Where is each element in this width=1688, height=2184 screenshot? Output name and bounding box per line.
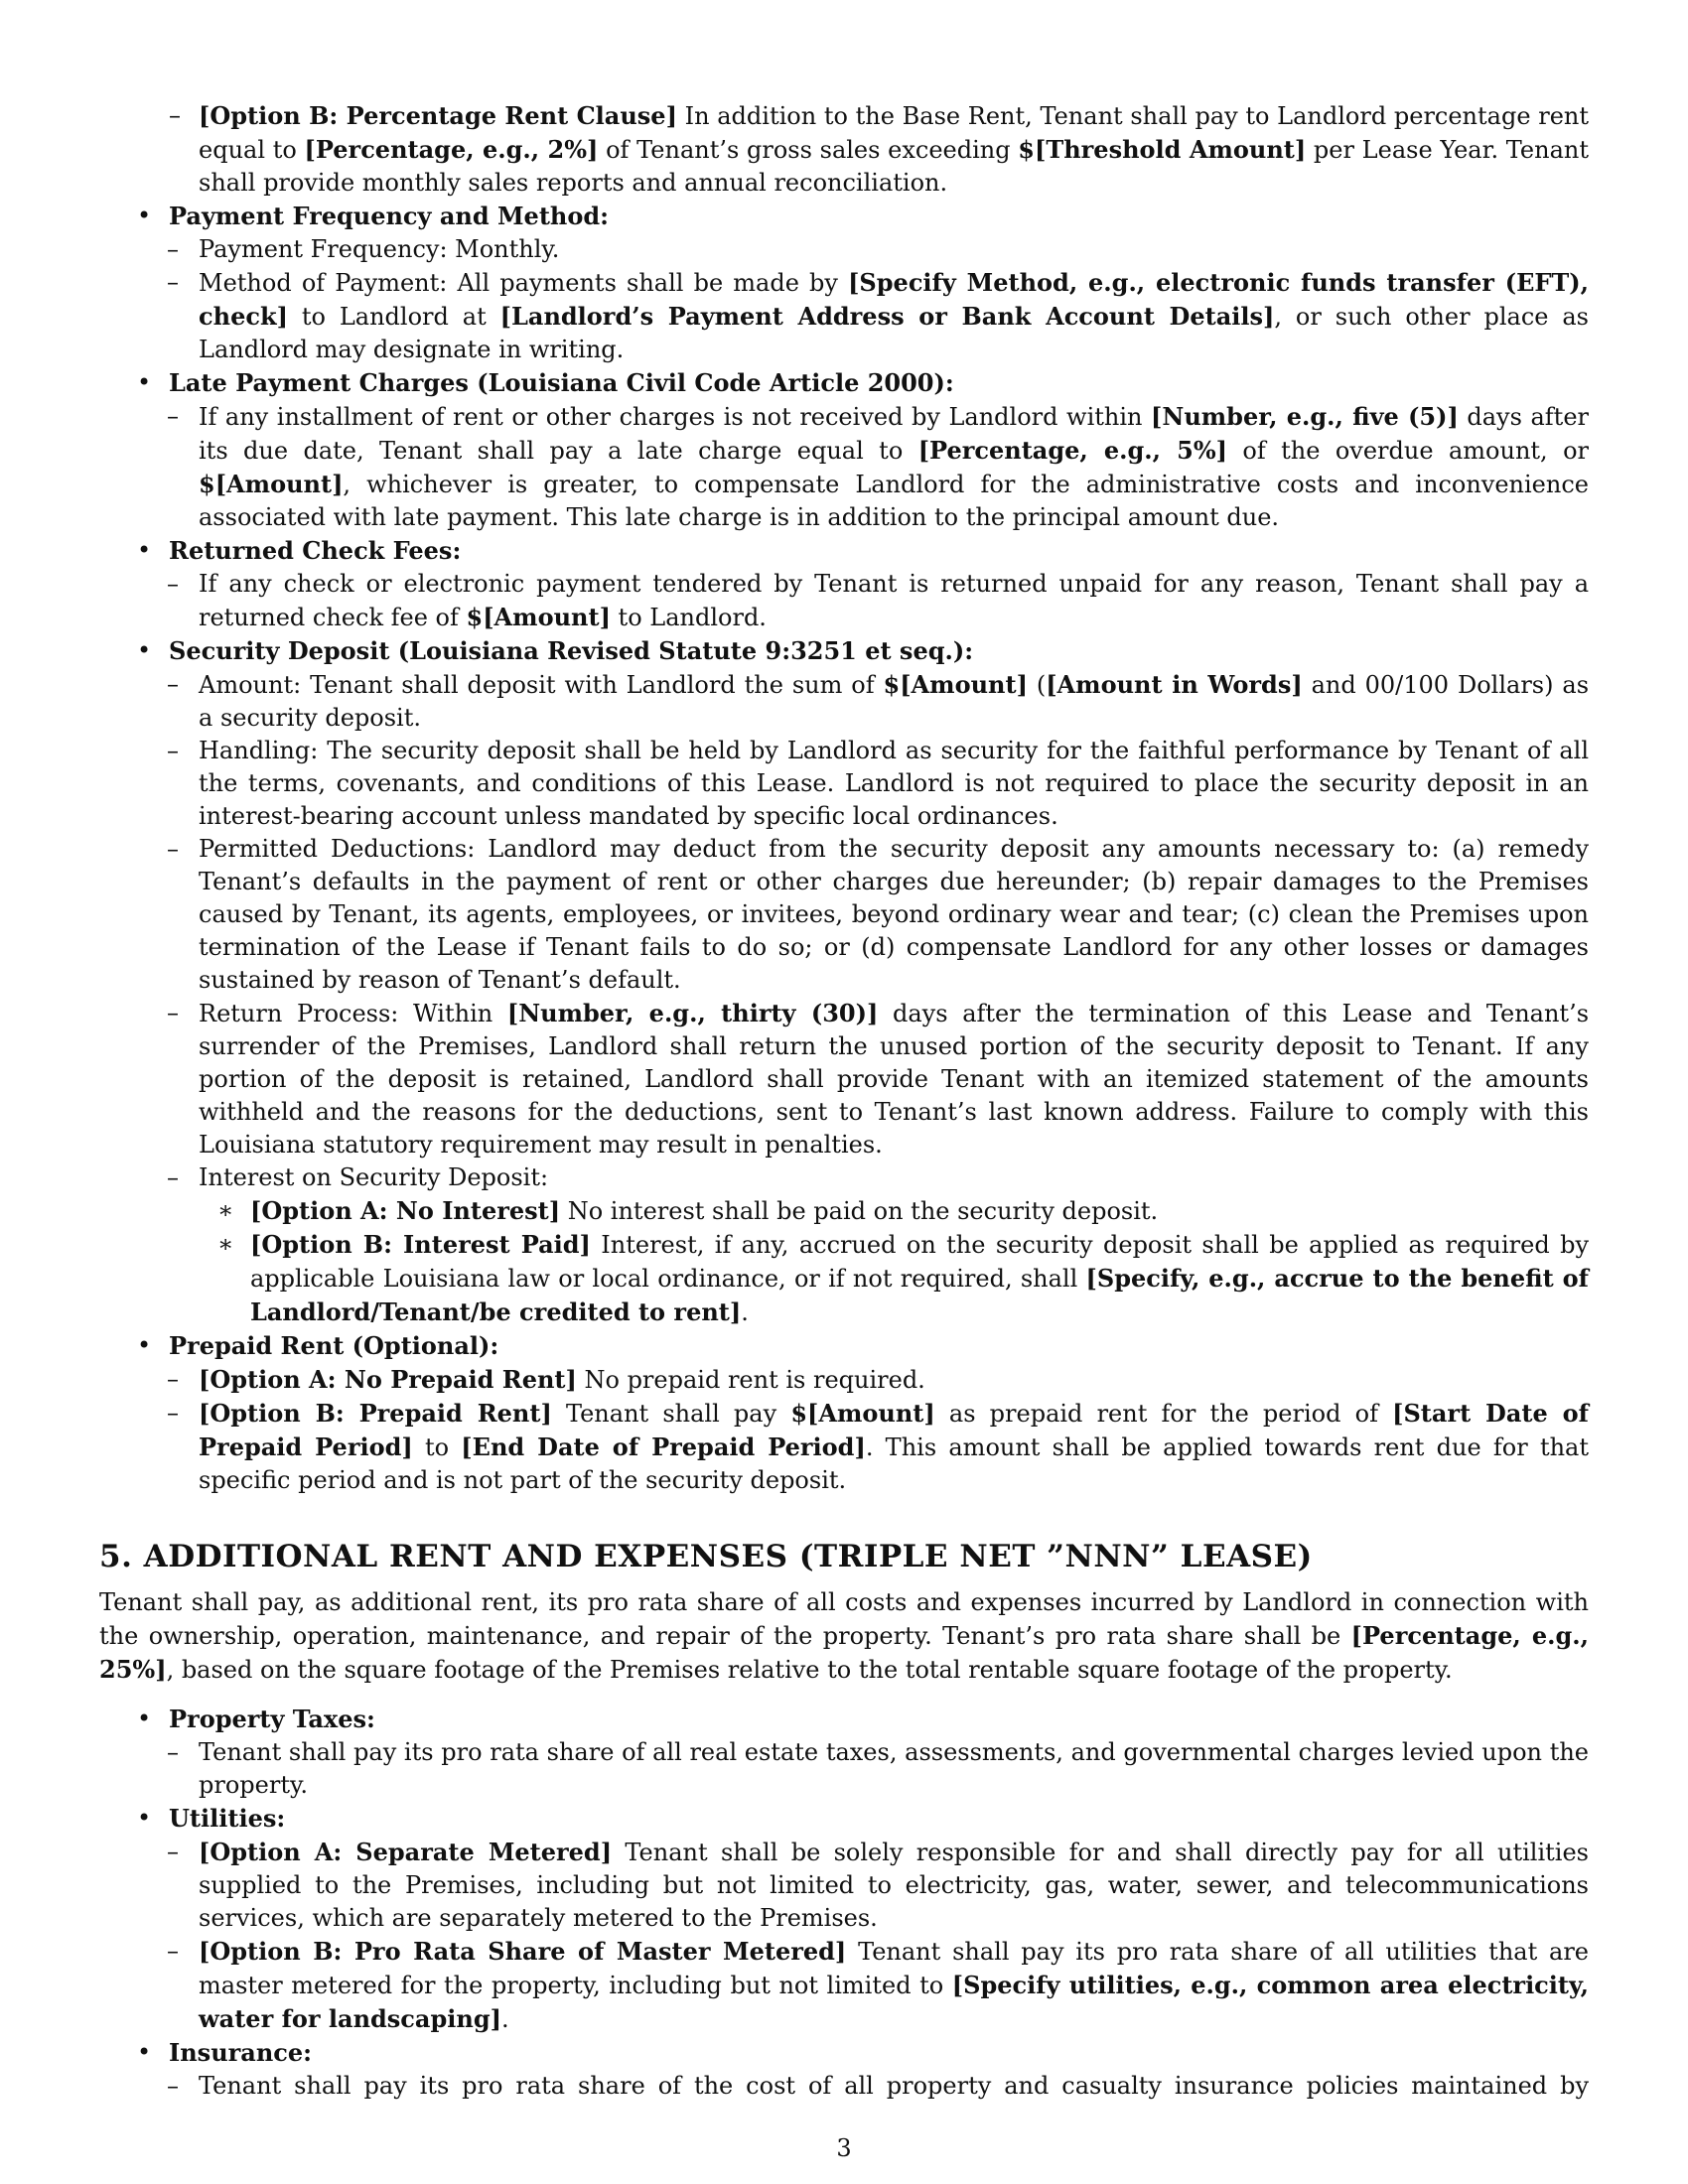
security-deposit-item: • Security Deposit (Louisiana Revised Statute 9:3251 et seq.): – Amount: Tenant shall deposit with Landlord the sum of $[Amount] ([Amount in Words] and 00/100 Dollars) as a security deposit. – Handling: The security deposit shall be held by Landlord as security for the faithful performance by Tenant of all the terms, covenants, and conditions of this Lease. Landlord is not required to place the security deposit in an interest-bearing account unless mandated by specific local ordinances. – Permitted Deductions: Landlord may deduct from the security deposit any amounts necessary to: (a) remedy Tenant’s defaults in the payment of rent or other charges due hereunder; (b) repair damages to the Premises caused by Tenant, its agents, employees, or invitees, beyond ordinary wear and tear; (c) clean the Premises upon termination of the Lease if Tenant fails to do so; or (d) compensate Landlord for any other losses or damages sustained by reason of Tenant’s default. – Return Process: Within [Number, e.g., thirty (30)] days after the termination of this Lease and Tenant’s surrender of the Premises, Landlord shall return the unused portion of the security deposit to Tenant. If any portion of the deposit is retained, Landlord shall provide Tenant with an itemized statement of the amounts withheld and the reasons for the deductions, sent to Tenant’s last known address. Failure to comply with this Louisiana statutory requirement may result in penalties. – Interest on Security Deposit: ∗ [Option A: No Interest] No interest shall be paid on the security deposit. ∗ [Option B: Interest Paid] Interest, if any, accrued on the security deposit shall be applied as required by applicable Louisiana law or local ordinance, or if not required, shall [Specify, e.g., accrue to the benefit of Landlord/Tenant/be credited to rent].: [99, 634, 1589, 1329]
returned-check-item: • Returned Check Fees: – If any check or electronic payment tendered by Tenant is returned unpaid for any reason, Tenant shall pay a returned check fee of $[Amount] to Landlord.: [99, 534, 1589, 634]
expenses-list: [99, 1703, 1589, 2103]
document-page: [99, 99, 1589, 2103]
list-item: – Handling: The security deposit shall be held by Landlord as security for the faithful performance by Tenant of all the terms, covenants, and conditions of this Lease. Landlord is not required to place the security deposit in an interest-bearing account unless mandated by specific local ordinances.: [129, 735, 1589, 833]
late-payment-item: • Late Payment Charges (Louisiana Civil Code Article 2000): – If any installment of rent or other charges is not received by Landlord within [Number, e.g., five (5)] days after its due date, Tenant shall pay a late charge equal to [Percentage, e.g., 5%] of the overdue amount, or $[Amount], whichever is greater, to compensate Landlord for the administrative costs and inconvenience associated with late payment. This late charge is in addition to the principal amount due.: [99, 366, 1589, 534]
list-item: – Permitted Deductions: Landlord may deduct from the security deposit any amounts necessary to: (a) remedy Tenant’s defaults in the payment of rent or other charges due hereunder; (b) repair damages to the Premises caused by Tenant, its agents, employees, or invitees, beyond ordinary wear and tear; (c) clean the Premises upon termination of the Lease if Tenant fails to do so; or (d) compensate Landlord for any other losses or damages sustained by reason of Tenant’s default.: [129, 833, 1589, 997]
rent-terms-list: [99, 200, 1589, 1497]
payment-frequency-item: • Payment Frequency and Method: – Payment Frequency: Monthly. – Method of Payment: All payments shall be made by [Specify Method, e.g., electronic funds transfer (EFT), check] to Landlord at [Landlord’s Payment Address or Bank Account Details], or such other place as Landlord may designate in writing.: [99, 200, 1589, 366]
list-item: ∗ [Option B: Interest Paid] Interest, if any, accrued on the security deposit shall be applied as required by applicable Louisiana law or local ordinance, or if not required, shall [Specify, e.g., accrue to the benefit of Landlord/Tenant/be credited to rent].: [182, 1228, 1589, 1329]
insurance-item: • Insurance: – Tenant shall pay its pro rata share of the cost of all property and casualty insurance policies maintained by: [99, 2036, 1589, 2103]
property-taxes-item: • Property Taxes: – Tenant shall pay its pro rata share of all real estate taxes, assessments, and governmental charges levied upon the property.: [99, 1703, 1589, 1802]
list-item: – [Option A: No Prepaid Rent] No prepaid rent is required.: [129, 1363, 1589, 1397]
list-item: – Interest on Security Deposit: ∗ [Option A: No Interest] No interest shall be paid on the security deposit. ∗ [Option B: Interest Paid] Interest, if any, accrued on the security deposit shall be applied as required by applicable Louisiana law or local ordinance, or if not required, shall [Specify, e.g., accrue to the benefit of Landlord/Tenant/be credited to rent].: [129, 1161, 1589, 1329]
section-heading: 5. ADDITIONAL RENT AND EXPENSES (TRIPLE NET ”NNN” LEASE): [99, 1539, 1313, 1574]
list-item: ∗ [Option A: No Interest] No interest shall be paid on the security deposit.: [182, 1194, 1589, 1228]
list-item: – Tenant shall pay its pro rata share of all real estate taxes, assessments, and governmental charges levied upon the property.: [129, 1736, 1589, 1802]
prepaid-rent-item: • Prepaid Rent (Optional): – [Option A: No Prepaid Rent] No prepaid rent is required. – [Option B: Prepaid Rent] Tenant shall pay $[Amount] as prepaid rent for the period of [Start Date of Prepaid Period] to [End Date of Prepaid Period]. This amount shall be applied towards rent due for that specific period and is not part of the security deposit.: [99, 1329, 1589, 1497]
list-item: – Amount: Tenant shall deposit with Landlord the sum of $[Amount] ([Amount in Words] and 00/100 Dollars) as a security deposit.: [129, 668, 1589, 735]
utilities-item: • Utilities: – [Option A: Separate Metered] Tenant shall be solely responsible for and shall directly pay for all utilities supplied to the Premises, including but not limited to electricity, gas, water, sewer, and telecommunications services, which are separately metered to the Premises. – [Option B: Pro Rata Share of Master Metered] Tenant shall pay its pro rata share of all utilities that are master metered for the property, including but not limited to [Specify utilities, e.g., common area electricity, water for landscaping].: [99, 1802, 1589, 2036]
percentage-rent-fragment: [99, 99, 1589, 200]
list-item: – [Option B: Pro Rata Share of Master Metered] Tenant shall pay its pro rata share of all utilities that are master metered for the property, including but not limited to [Specify utilities, e.g., common area electricity, water for landscaping].: [129, 1935, 1589, 2036]
list-item: – If any check or electronic payment tendered by Tenant is returned unpaid for any reason, Tenant shall pay a returned check fee of $[Amount] to Landlord.: [129, 568, 1589, 634]
list-item: – Return Process: Within [Number, e.g., thirty (30)] days after the termination of this Lease and Tenant’s surrender of the Premises, Landlord shall return the unused portion of the security deposit to Tenant. If any portion of the deposit is retained, Landlord shall provide Tenant with an itemized statement of the amounts withheld and the reasons for the deductions, sent to Tenant’s last known address. Failure to comply with this Louisiana statutory requirement may result in penalties.: [129, 997, 1589, 1161]
list-item: – Payment Frequency: Monthly.: [129, 233, 1589, 266]
list-item: – [Option B: Percentage Rent Clause] In addition to the Base Rent, Tenant shall pay to Landlord percentage rent equal to [Percentage, e.g., 2%] of Tenant’s gross sales exceeding $[Threshold Amount] per Lease Year. Tenant shall provide monthly sales reports and annual reconciliation.: [169, 99, 1589, 200]
page-number: 3: [836, 2134, 852, 2162]
list-item: – Method of Payment: All payments shall be made by [Specify Method, e.g., electronic funds transfer (EFT), check] to Landlord at [Landlord’s Payment Address or Bank Account Details], or such other place as Landlord may designate in writing.: [129, 266, 1589, 366]
list-item: – If any installment of rent or other charges is not received by Landlord within [Number, e.g., five (5)] days after its due date, Tenant shall pay a late charge equal to [Percentage, e.g., 5%] of the overdue amount, or $[Amount], whichever is greater, to compensate Landlord for the administrative costs and inconvenience associated with late payment. This late charge is in addition to the principal amount due.: [129, 400, 1589, 534]
list-item: – [Option A: Separate Metered] Tenant shall be solely responsible for and shall directly pay for all utilities supplied to the Premises, including but not limited to electricity, gas, water, sewer, and telecommunications services, which are separately metered to the Premises.: [129, 1836, 1589, 1935]
section-intro: Tenant shall pay, as additional rent, its pro rata share of all costs and expenses incurred by Landlord in connection with the ownership, operation, maintenance, and repair of the property. Tenant’s pro rata share shall be [Percentage, e.g., 25%], based on the square footage of the Premises relative to the total rentable square footage of the property.: [99, 1588, 1589, 1684]
list-item: – Tenant shall pay its pro rata share of the cost of all property and casualty insurance policies maintained by: [129, 2070, 1589, 2103]
list-item: – [Option B: Prepaid Rent] Tenant shall pay $[Amount] as prepaid rent for the period of [Start Date of Prepaid Period] to [End Date of Prepaid Period]. This amount shall be applied towards rent due for that specific period and is not part of the security deposit.: [129, 1397, 1589, 1497]
